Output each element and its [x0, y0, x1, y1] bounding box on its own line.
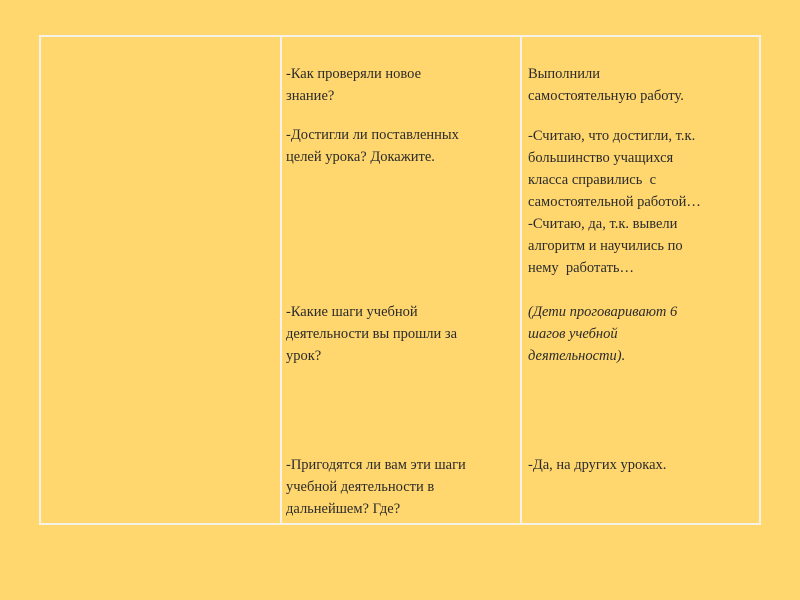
question-check-knowledge: -Как проверяли новое знание?: [286, 66, 422, 104]
question-steps-useful: -Пригодятся ли вам эти шаги учебной деятельности в дальнейшем? Где?: [286, 457, 466, 517]
answer-goals-achieved: -Считаю, что достигли, т.к. большинство учащихся класса справились с самостоятельной работой… -Считаю, да, т.к. вывели алгоритм и научились по нему работать…: [528, 128, 701, 276]
lesson-table: [39, 35, 761, 525]
answer-work-done: Выполнили самостоятельную работу.: [528, 66, 684, 104]
question-steps-passed: -Какие шаги учебной деятельности вы прошли за урок?: [286, 304, 458, 364]
answer-steps-passed: (Дети проговаривают 6 шагов учебной деятельности).: [528, 304, 678, 364]
column-1-cell: [41, 37, 280, 523]
question-goals-achieved: -Достигли ли поставленных целей урока? Докажите.: [286, 127, 459, 165]
column-divider-2: [520, 37, 522, 523]
column-divider-1: [280, 37, 282, 523]
answer-steps-useful: -Да, на других уроках.: [528, 457, 667, 473]
